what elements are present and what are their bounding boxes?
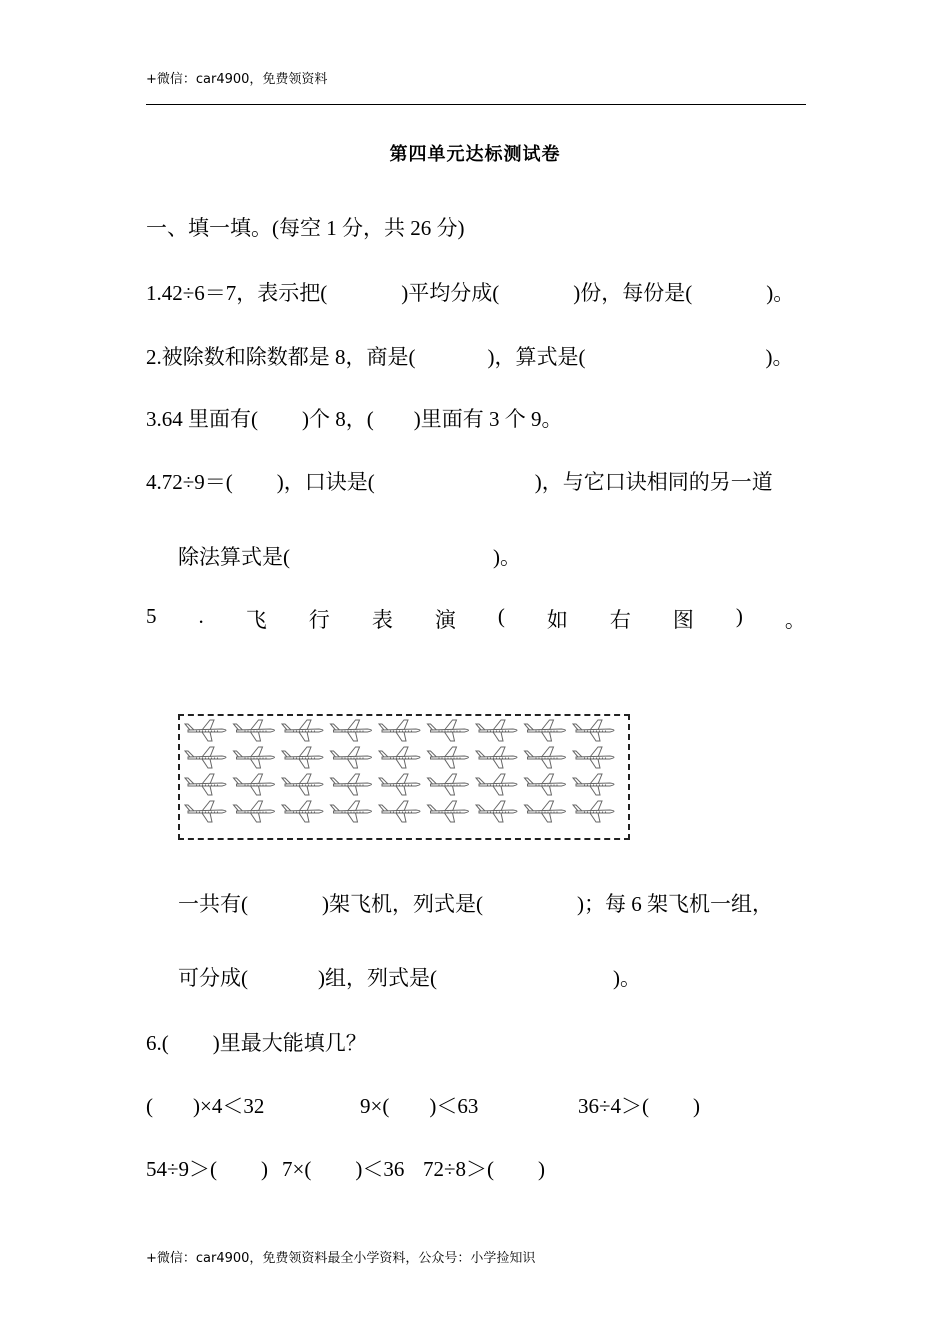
airplane-icon <box>573 801 614 822</box>
q6-expression <box>423 1153 545 1183</box>
airplane-icon <box>428 720 469 741</box>
q4-part2: )，与它口诀相同的另一道 <box>534 470 773 494</box>
airplane-icon <box>379 774 420 795</box>
q5-char: ( <box>497 604 505 628</box>
question-6 <box>146 1027 367 1057</box>
airplane-grid <box>180 716 628 838</box>
q5-char: 行 <box>308 608 330 632</box>
q5-char: 5 <box>146 604 157 628</box>
question-3 <box>146 403 563 433</box>
q5-line1-part2: )；每 6 架飞机一组， <box>577 892 773 916</box>
airplane-icon <box>525 801 566 822</box>
q1-part1: )平均分成( <box>401 281 500 305</box>
question-2 <box>146 341 794 371</box>
airplane-icon <box>476 774 517 795</box>
airplane-icon <box>282 720 323 741</box>
q5-line2-end: )。 <box>613 966 641 990</box>
airplane-icon <box>331 801 372 822</box>
q5-line1-part1: )架飞机，列式是( <box>322 892 483 916</box>
airplane-icon <box>331 774 372 795</box>
airplane-icon <box>379 801 420 822</box>
q5-char: 演 <box>434 608 456 632</box>
q5-line2-part1: )组，列式是( <box>318 966 437 990</box>
q6-expr-part: ) <box>693 1094 701 1118</box>
q6-lead: 6.( <box>146 1031 169 1055</box>
q6-expr-part: )＜63 <box>429 1094 479 1118</box>
header-divider <box>146 104 806 105</box>
q5-char: 。 <box>784 608 806 632</box>
airplane-icon <box>331 747 372 768</box>
section-heading: 一、填一填。(每空 1 分，共 26 分) <box>146 216 465 240</box>
airplane-icon <box>185 720 226 741</box>
airplane-icon <box>282 774 323 795</box>
q6-expr-part: ) <box>261 1157 269 1181</box>
airplane-icon <box>234 720 275 741</box>
airplane-icon <box>525 720 566 741</box>
q3-part2: )里面有 3 个 9。 <box>413 407 563 431</box>
q5-char: . <box>198 604 204 628</box>
airplane-icon <box>185 801 226 822</box>
question-5-line2 <box>178 962 641 992</box>
q5-char: 如 <box>546 608 568 632</box>
airplane-icon <box>573 747 614 768</box>
q5-char: 图 <box>672 608 694 632</box>
airplane-icon <box>428 747 469 768</box>
q6-expression <box>360 1090 478 1120</box>
q4-line2-lead: 除法算式是( <box>178 545 290 569</box>
airplane-icon <box>573 774 614 795</box>
airplane-icon <box>185 774 226 795</box>
page-header: +微信：car4900，免费领资料 <box>146 72 328 87</box>
q5-char: 右 <box>609 608 631 632</box>
question-1 <box>146 277 794 307</box>
q4-lead: 4.72÷9＝( <box>146 470 233 494</box>
q2-part1: )，算式是( <box>487 345 586 369</box>
question-4-line2 <box>178 541 521 571</box>
airplane-icon <box>525 747 566 768</box>
question-4 <box>146 466 773 496</box>
q1-lead: 1.42÷6＝7，表示把( <box>146 281 328 305</box>
q1-part2: )份，每份是( <box>573 281 693 305</box>
q6-expr-part: ) <box>538 1157 546 1181</box>
airplane-icon <box>185 747 226 768</box>
q6-expr-part: 9×( <box>360 1094 390 1118</box>
q6-expr-part: 36÷4＞( <box>578 1094 650 1118</box>
airplane-icon <box>282 801 323 822</box>
q4-part1: )，口诀是( <box>276 470 375 494</box>
q3-lead: 3.64 里面有( <box>146 407 258 431</box>
airplane-icon <box>234 774 275 795</box>
q6-expr-part: )×4＜32 <box>193 1094 265 1118</box>
airplane-icon <box>525 774 566 795</box>
q5-line1-lead: 一共有( <box>178 892 248 916</box>
airplane-icon <box>234 747 275 768</box>
q2-lead: 2.被除数和除数都是 8，商是( <box>146 345 416 369</box>
q1-part3: )。 <box>766 281 795 305</box>
q6-expression <box>282 1153 404 1183</box>
q5-char: 飞 <box>245 608 267 632</box>
airplane-icon <box>379 747 420 768</box>
airplane-icon <box>234 801 275 822</box>
q6-expr-part: ( <box>146 1094 153 1118</box>
q6-expr-part: )＜36 <box>355 1157 405 1181</box>
page-title: 第四单元达标测试卷 <box>389 144 561 165</box>
q5-char: 表 <box>371 608 393 632</box>
page-footer: +微信：car4900，免费领资料最全小学资料，公众号：小学捡知识 <box>146 1251 536 1266</box>
q6-expr-part: 7×( <box>282 1157 312 1181</box>
q4-line2-end: )。 <box>493 545 521 569</box>
q6-rest: )里最大能填几？ <box>212 1031 367 1055</box>
airplane-icon <box>379 720 420 741</box>
q6-expression <box>146 1090 264 1120</box>
q6-expression <box>578 1090 700 1120</box>
question-5-title <box>146 604 806 634</box>
q6-expr-part: 72÷8＞( <box>423 1157 495 1181</box>
airplane-icon <box>331 720 372 741</box>
airplane-icon <box>476 747 517 768</box>
q5-char: ) <box>735 604 743 628</box>
airplane-formation-image <box>178 714 630 840</box>
airplane-icon <box>428 801 469 822</box>
q2-part2: )。 <box>765 345 794 369</box>
q6-expression <box>146 1153 268 1183</box>
airplane-icon <box>476 801 517 822</box>
q5-line2-lead: 可分成( <box>178 966 248 990</box>
airplane-icon <box>476 720 517 741</box>
airplane-icon <box>573 720 614 741</box>
airplane-icon <box>282 747 323 768</box>
airplane-icon <box>428 774 469 795</box>
question-5-line1 <box>178 888 773 918</box>
q6-expr-part: 54÷9＞( <box>146 1157 218 1181</box>
q3-part1: )个 8，( <box>302 407 374 431</box>
